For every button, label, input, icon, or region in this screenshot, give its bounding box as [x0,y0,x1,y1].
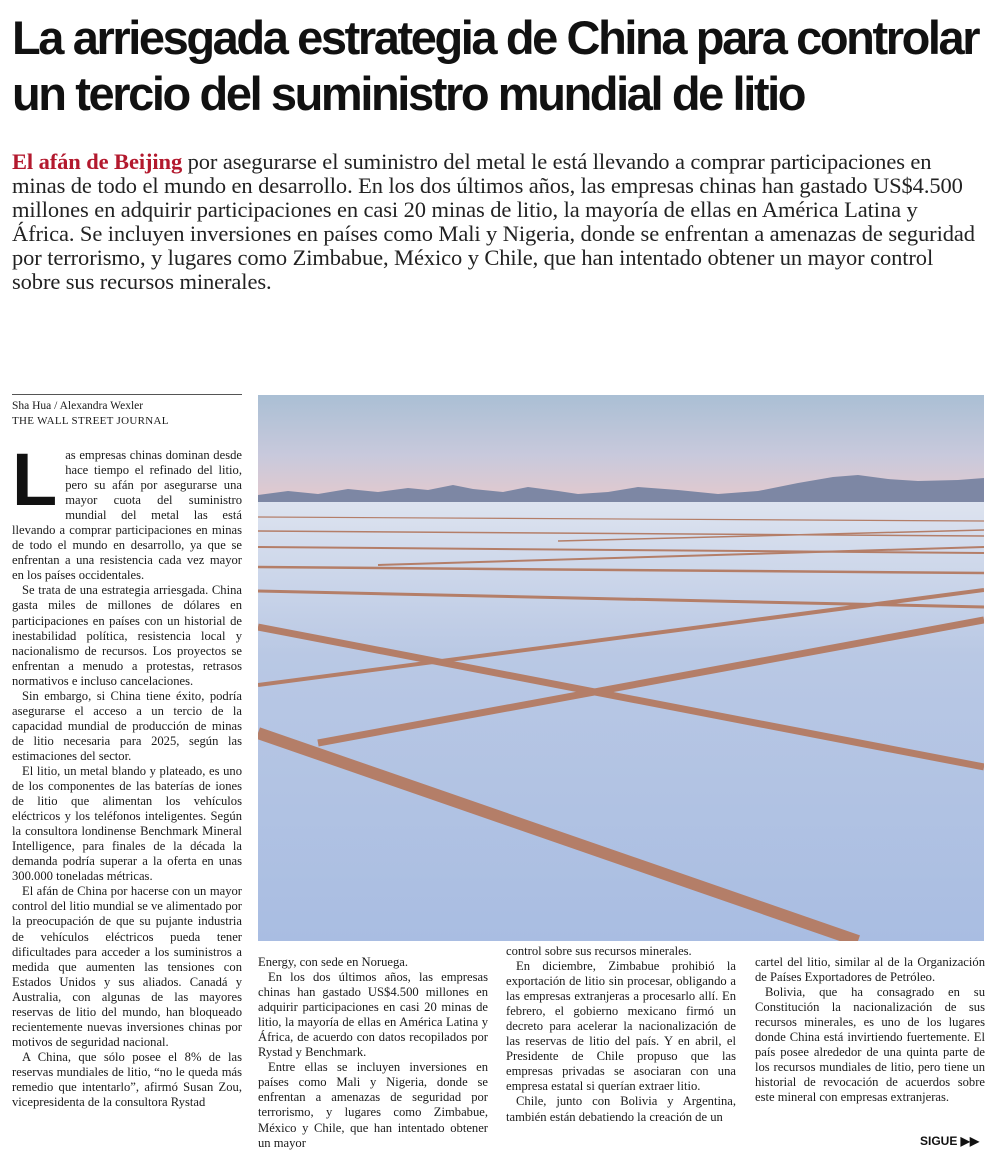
deck-lead: El afán de Beijing [12,149,183,174]
byline-authors: Sha Hua / Alexandra Wexler [12,400,144,412]
paragraph: En diciembre, Zimbabue prohibió la exportación de litio sin procesar, obligando a las empresas extranjeras a procesarlo allí. En febrero, el gobierno mexicano firmó un decreto para acelerar la nacionalización de las reservas de litio del país. Y en abril, el Presidente de Chile propuso que las empresas privadas se asociaran con una empresa estatal si querían extraer litio. [506,959,736,1094]
byline-source: THE WALL STREET JOURNAL [12,415,169,427]
drop-cap: L [12,438,58,521]
byline [12,394,242,429]
paragraph: Se trata de una estrategia arriesgada. China gasta miles de millones de dólares en participaciones en países con un historial de inestabilidad política, resistencia local y nacionalismo de recursos. Los proyectos se enfrentan a menudo a protestas, retrasos normativos e incluso cancelaciones. [12,583,242,688]
paragraph: El afán de China por hacerse con un mayor control del litio mundial se ve alimentado por la preocupación de que su pujante industria de vehículos eléctricos pueda tener dificultades para acceder a los suministros a medida que aumenten las tensiones con Estados Unidos y sus aliados. Canadá y Australia, con algunas de las mayores reservas de litio del mundo, han bloqueado recientemente nuevas inversiones chinas por motivos de seguridad nacional. [12,884,242,1049]
paragraph: Chile, junto con Bolivia y Argentina, también están debatiendo la creación de un [506,1094,736,1124]
salt-flat-photo [258,395,984,941]
article-column-3 [506,944,736,1125]
article-column-1 [12,438,242,1110]
paragraph: En los dos últimos años, las empresas chinas han gastado US$4.500 millones en adquirir participaciones en casi 20 minas de litio, la mayoría de ellas en América Latina y África, de acuerdo con datos recopilados por Rystad y Benchmark. [258,970,488,1060]
headline: La arriesgada estrategia de China para controlar un tercio del suministro mundial de litio [12,11,979,120]
paragraph: Energy, con sede en Noruega. [258,955,409,969]
article-column-2 [258,955,488,1151]
paragraph: Bolivia, que ha consagrado en su Constitución la nacionalización de sus recursos minerales, es uno de los lugares donde China está invirtiendo fuertemente. El país posee alrededor de una quinta parte de los recursos mundiales de litio, pero tiene un historial de revocación de acuerdos sobre este mineral con empresas extranjeras. [755,985,985,1105]
paragraph: A China, que sólo posee el 8% de las reservas mundiales de litio, “no le queda más remedio que intentarlo”, afirmó Susan Zou, vicepresidenta de la consultora Rystad [12,1049,242,1110]
continue-label: SIGUE ▶▶ [920,1134,980,1148]
deck [12,150,984,294]
paragraph: as empresas chinas dominan desde hace tiempo el refinado del litio, pero su afán por asegurarse una mayor cuota del suministro mundial del metal las está llevando a comprar participaciones en minas de todo el mundo en desarrollo, ya que se enfrentan a una resistencia cada vez mayor en los países occidentales. [12,448,242,583]
paragraph: Entre ellas se incluyen inversiones en países como Mali y Nigeria, donde se enfrentan a amenazas de seguridad por terrorismo, y lugares como Zimbabue, México y Chile, que han intentado obtener un mayor [258,1060,488,1150]
paragraph: cartel del litio, similar al de la Organización de Países Exportadores de Petróleo. [755,955,985,985]
article-column-4 [755,955,985,1105]
paragraph: El litio, un metal blando y plateado, es uno de los componentes de las baterías de iones de litio que alimentan los vehículos eléctricos y los teléfonos inteligentes. Según la consultora londinense Benchmark Mineral Intelligence, para finales de la década la demanda podría superar a la oferta en unas 300.000 toneladas métricas. [12,763,242,884]
paragraph: control sobre sus recursos minerales. [506,944,692,958]
paragraph: Sin embargo, si China tiene éxito, podría asegurarse el acceso a un tercio de la capacidad mundial de producción de minas de litio necesaria para 2025, según las estimaciones del sector. [12,688,242,763]
deck-text: por asegurarse el suministro del metal le está llevando a comprar participaciones en minas de todo el mundo en desarrollo. En los dos últimos años, las empresas chinas han gastado US$4.500 millones en adquirir participaciones en casi 20 minas de litio, la mayoría de ellas en América Latina y África. Se incluyen inversiones en países como Mali y Nigeria, donde se enfrentan a amenazas de seguridad por terrorismo, y lugares como Zimbabue, México y Chile, que han intentado obtener un mayor control sobre sus recursos minerales. [12,149,975,294]
